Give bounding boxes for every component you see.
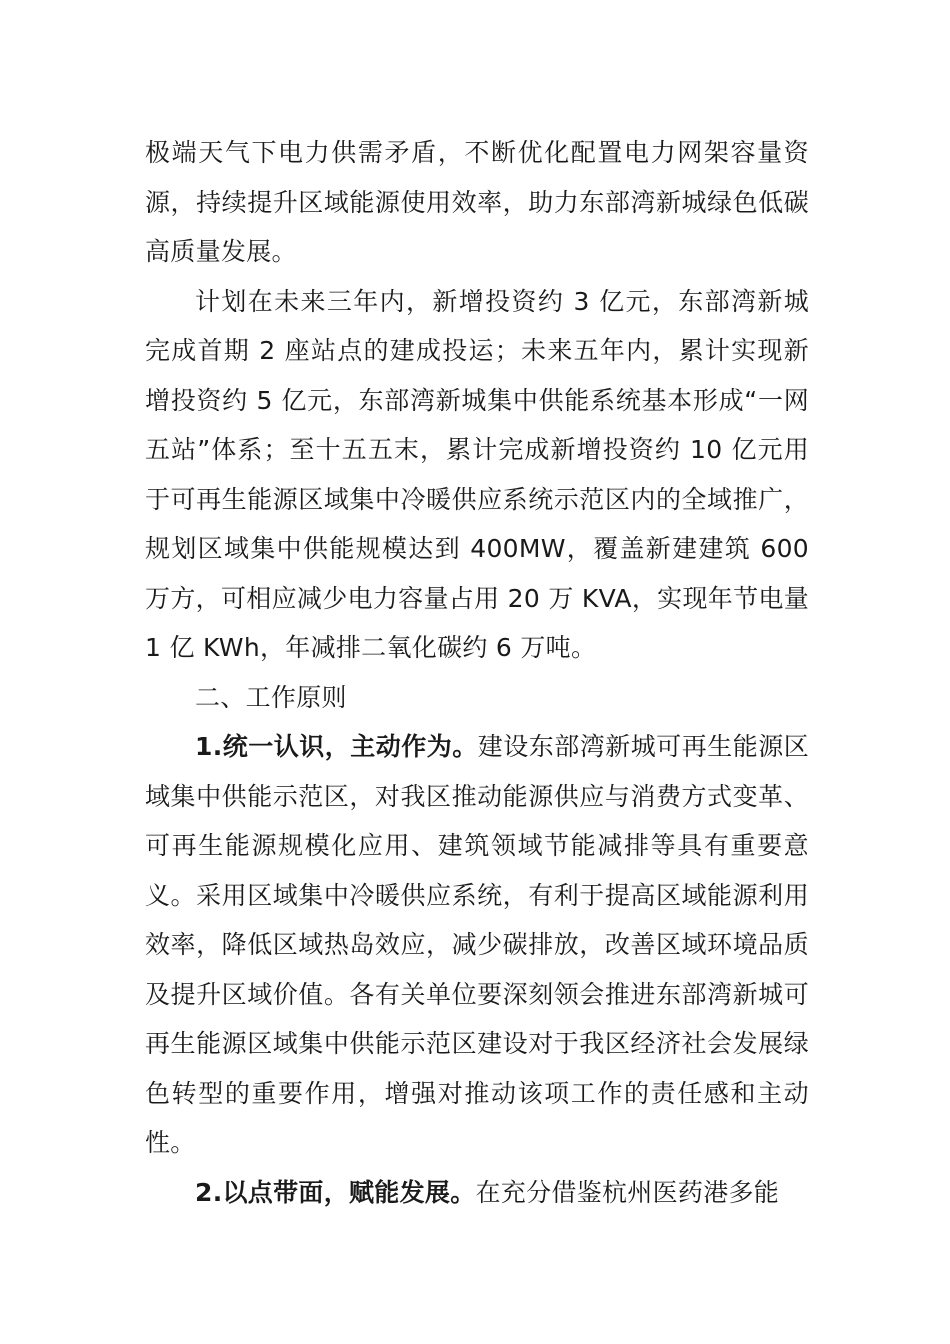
principle-lead: 2.以点带面，赋能发展。: [195, 1177, 476, 1207]
paragraph-text: 建设东部湾新城可再生能源区域集中供能示范区，对我区推动能源供应与消费方式变革、可再生能源规模化应用、建筑领域节能减排等具有重要意义。采用区域集中冷暖供应系统，有利于提高区域能源利用效率，降低区域热岛效应，减少碳排放，改善区域环境品质及提升区域价值。各有关单位要深刻领会推进东部湾新城可再生能源区域集中供能示范区建设对于我区经济社会发展绿色转型的重要作用，增强对推动该项工作的责任感和主动性。: [145, 732, 810, 1157]
section-heading-work-principles: [145, 673, 809, 723]
principle-lead: 1.统一认识，主动作为。: [195, 732, 478, 761]
paragraph-text: 计划在未来三年内，新增投资约 3 亿元，东部湾新城完成首期 2 座站点的建成投运；未来五年内，累计实现新增投资约 5 亿元，东部湾新城集中供能系统基本形成“一网五站”体系；至十五五末，累计完成新增投资约 10 亿元用于可再生能源区域集中冷暖供应系统示范区内的全域推广，规划区域集中供能规模达到 400MW，覆盖新建建筑 600 万方，可相应减少电力容量占用 20 万 KVA，实现年节电量 1 亿 KWh，年减排二氧化碳约 6 万吨。: [145, 286, 809, 662]
paragraph-investment-plan: [145, 277, 809, 673]
paragraph-continuation: [145, 128, 809, 277]
paragraph-principle-1: [145, 722, 809, 1168]
paragraph-principle-2: [145, 1168, 809, 1218]
paragraph-text: 极端天气下电力供需矛盾，不断优化配置电力网架容量资源，持续提升区域能源使用效率，助力东部湾新城绿色低碳高质量发展。: [145, 138, 809, 266]
section-heading-text: 二、工作原则: [195, 682, 347, 712]
paragraph-text: 在充分借鉴杭州医药港多能: [475, 1177, 780, 1207]
document-body: [145, 128, 809, 1217]
